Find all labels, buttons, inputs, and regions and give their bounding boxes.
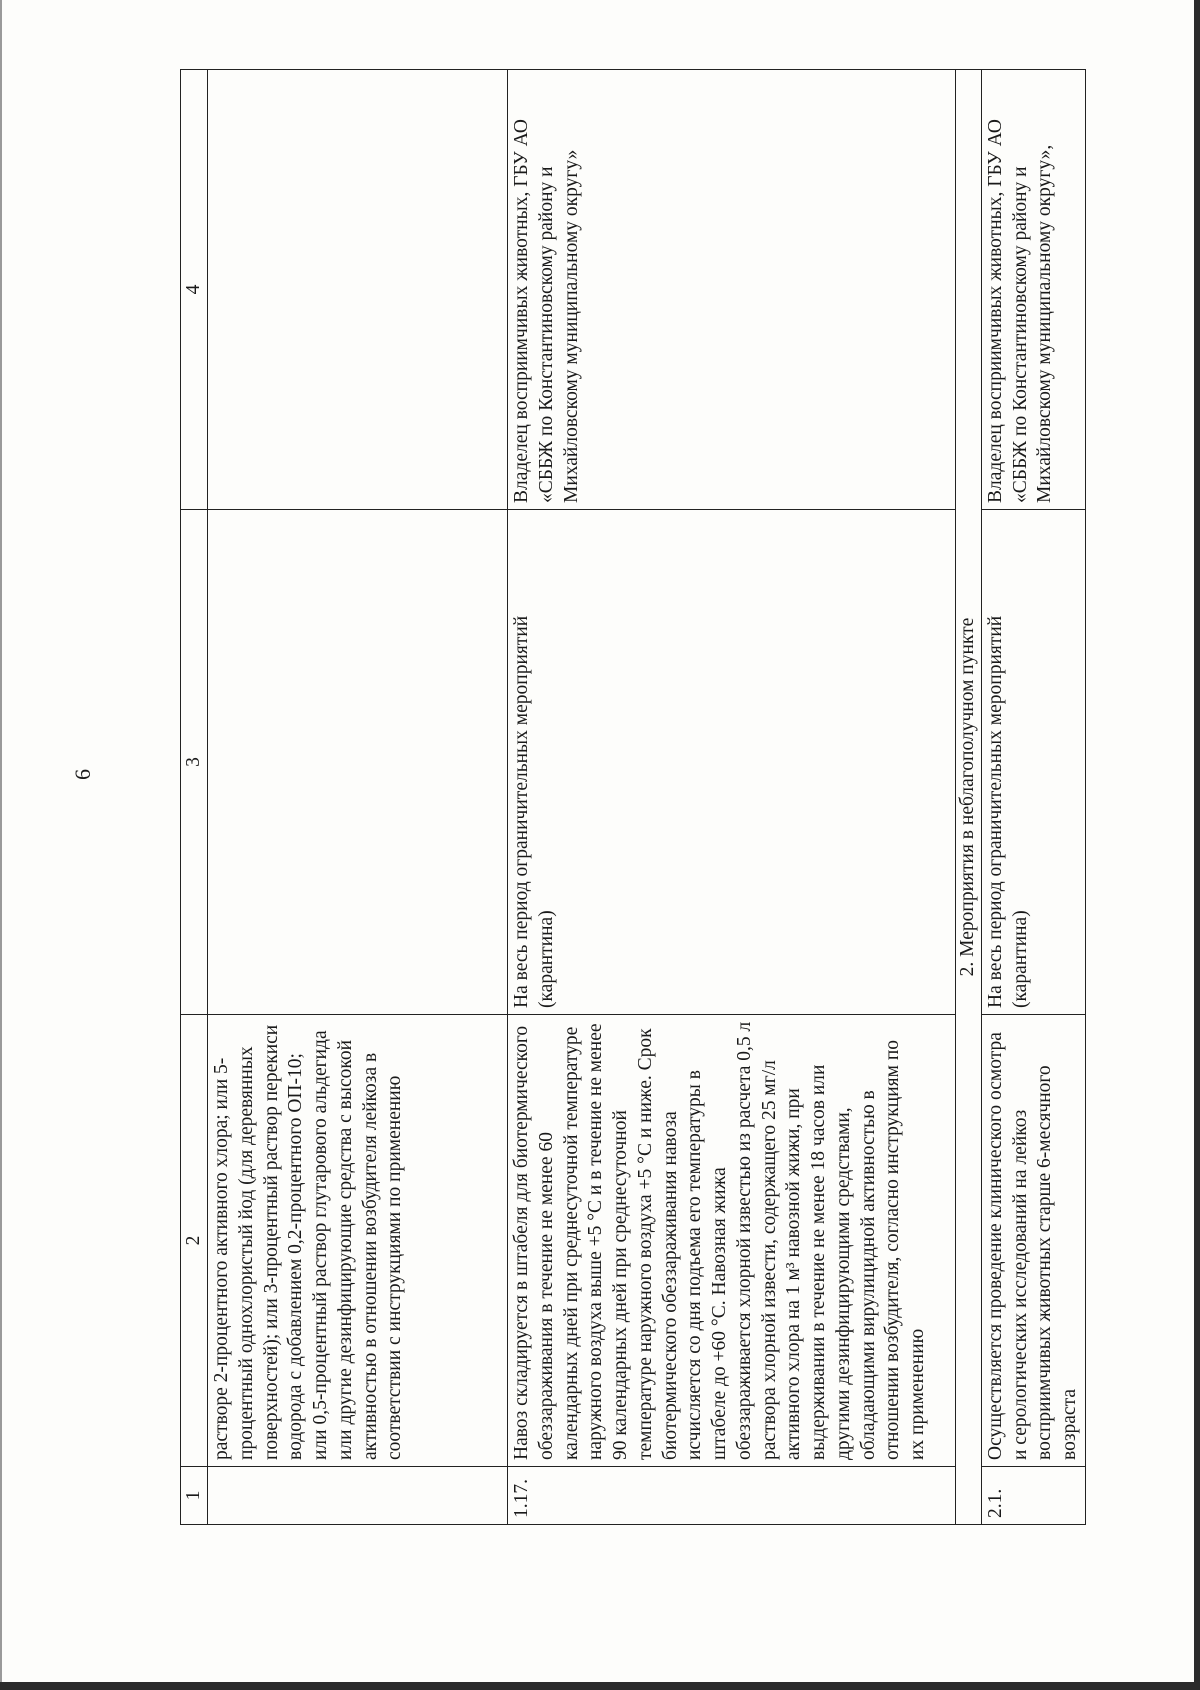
row-number [208, 1467, 508, 1525]
measures-table [180, 69, 1086, 1525]
table-row [208, 70, 508, 1525]
column-header-4: 4 [181, 70, 208, 510]
page-number: 6 [70, 769, 95, 780]
column-number-row [181, 70, 208, 1525]
scan-edge-left [0, 0, 2, 1690]
responsible-cell [208, 70, 508, 510]
row-number: 1.17. [508, 1467, 956, 1525]
measure-cell: Осуществляется проведение клинического осмотра и серологических исследований на лейкоз восприимчивых животных старше 6-месячного возраста [981, 1015, 1085, 1467]
column-header-3: 3 [181, 510, 208, 1015]
measure-cell: Навоз складируется в штабеля для биотермического обеззараживания в течение не менее 60 календарных дней при среднесуточной температуре наружного воздуха выше +5 °С и в течение не менее 90 календарных дней при среднесуточной температуре наружного воздуха +5 °С и ниже. Срок биотермического обеззараживания навоза исчисляется со дня подъема его температуры в штабеле до +60 °С. Навозная жижа обеззараживается хлорной известью из расчета 0,5 л раствора хлорной извести, содержащего 25 мг/л активного хлора на 1 м³ навозной жижи, при выдерживании в течение не менее 18 часов или другими дезинфицирующими средствами, обладающими вирулицидной активностью в отношении возбудителя, согласно инструкциям по их применению [508, 1015, 956, 1467]
column-header-1: 1 [181, 1467, 208, 1525]
scan-edge-bottom [0, 1682, 1200, 1690]
table-row [981, 70, 1085, 1525]
column-header-2: 2 [181, 1015, 208, 1467]
table-row [508, 70, 956, 1525]
responsible-cell: Владелец восприимчивых животных, ГБУ АО «СББЖ по Константиновскому району и Михайловскому муниципальному округу» [508, 70, 956, 510]
period-cell [208, 510, 508, 1015]
rotated-table-container [180, 70, 1080, 1525]
section-heading-row [956, 70, 982, 1525]
section-title: 2. Мероприятия в неблагополучном пункте [956, 70, 982, 1525]
period-cell: На весь период ограничительных мероприятий (карантина) [508, 510, 956, 1015]
responsible-cell: Владелец восприимчивых животных, ГБУ АО «СББЖ по Константиновскому району и Михайловскому муниципальному округу», [981, 70, 1085, 510]
scan-edge-right [1194, 0, 1200, 1690]
measure-cell: растворе 2-процентного активного хлора; или 5-процентный однохлористый йод (для деревянных поверхностей); или 3-процентный раствор перекиси водорода с добавлением 0,2-процентного ОП-10; или 0,5-процентный раствор глутарового альдегида или другие дезинфицирующие средства с высокой активностью в отношении возбудителя лейкоза в соответствии с инструкциями по применению [208, 1015, 508, 1467]
period-cell: На весь период ограничительных мероприятий (карантина) [981, 510, 1085, 1015]
row-number: 2.1. [981, 1467, 1085, 1525]
